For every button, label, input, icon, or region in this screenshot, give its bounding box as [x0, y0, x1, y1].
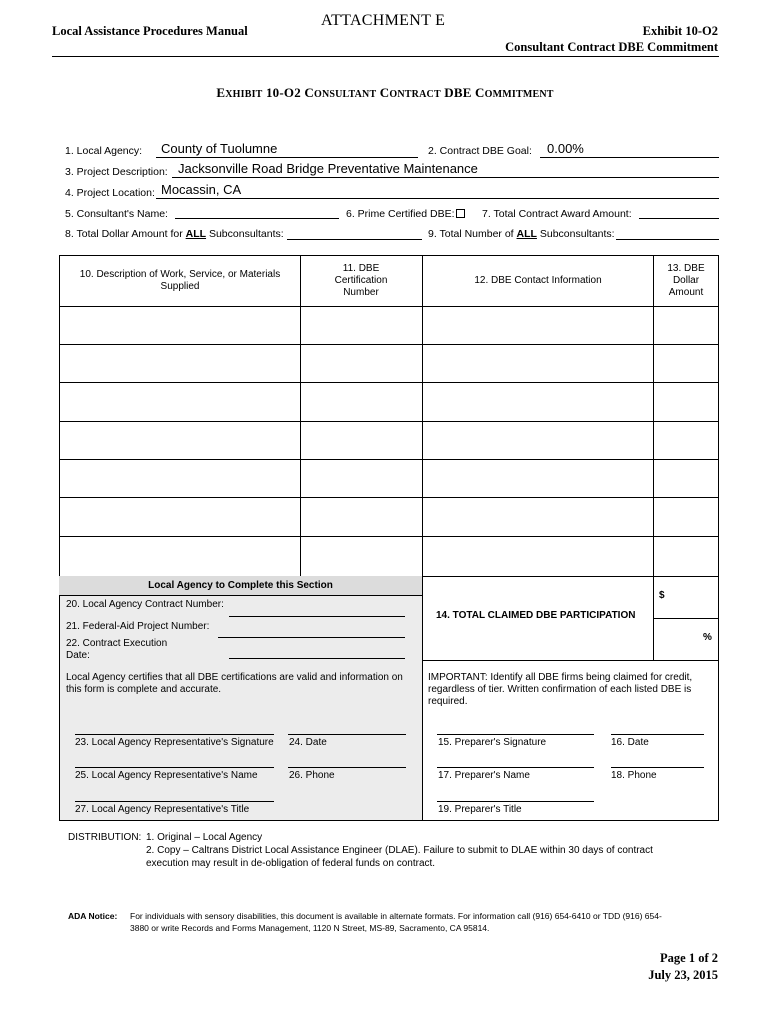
project-description-label: 3. Project Description:	[65, 166, 168, 178]
agency-signature-label: 23. Local Agency Representative's Signature	[75, 737, 274, 748]
preparer-name-line[interactable]	[437, 767, 594, 768]
agency-title-line[interactable]	[75, 801, 274, 802]
table-row	[59, 421, 719, 422]
table-row	[59, 382, 719, 383]
federal-aid-number-field-line[interactable]	[218, 637, 405, 638]
ada-notice-line-2: 3880 or write Records and Forms Management, 1120 N Street, MS-89, Sacramento, CA 95814.	[130, 923, 490, 933]
local-agency-section-header: Local Agency to Complete this Section	[59, 576, 422, 596]
contract-goal-label: 2. Contract DBE Goal:	[428, 145, 532, 157]
preparer-date-label: 16. Date	[611, 737, 649, 748]
important-notice-text: IMPORTANT: Identify all DBE firms being claimed for credit, regardless of tier. Written confirmation of each listed DBE is required.	[428, 672, 693, 707]
consultant-name-field-line[interactable]	[175, 218, 339, 219]
total-dollar-sign: $	[659, 590, 665, 601]
page-title: EXHIBIT 10-O2 CONSULTANT CONTRACT DBE COMMITMENT	[216, 85, 554, 100]
exhibit-number: Exhibit 10-O2	[642, 24, 718, 38]
prime-certified-checkbox[interactable]	[456, 209, 465, 218]
col-header-description: 10. Description of Work, Service, or Materials Supplied	[79, 269, 281, 292]
exhibit-name: Consultant Contract DBE Commitment	[505, 40, 718, 54]
header-rule	[52, 56, 719, 57]
local-agency-value[interactable]: County of Tuolumne	[161, 141, 278, 156]
total-dollar-label: 8. Total Dollar Amount for ALL Subconsultants:	[65, 228, 284, 240]
project-location-label: 4. Project Location:	[65, 187, 155, 199]
total-divider	[422, 660, 719, 661]
preparer-title-label: 19. Preparer's Title	[438, 804, 522, 815]
preparer-date-line[interactable]	[611, 734, 704, 735]
contract-goal-field-line	[540, 157, 719, 158]
total-percent-sign: %	[703, 632, 712, 643]
table-row	[59, 536, 719, 537]
ada-notice-line-1: For individuals with sensory disabilities, this document is available in alternate formats. For information call (916) 654-6410 or TDD (916) 654-	[130, 911, 662, 921]
local-agency-label: 1. Local Agency:	[65, 145, 143, 157]
prime-certified-label: 6. Prime Certified DBE:	[346, 208, 455, 220]
table-col-divider	[653, 255, 654, 576]
contract-goal-value[interactable]: 0.00%	[547, 141, 584, 156]
revision-date: July 23, 2015	[648, 968, 718, 982]
consultant-name-label: 5. Consultant's Name:	[65, 208, 168, 220]
local-agency-certification-text: Local Agency certifies that all DBE certifications are valid and information on this form is complete and accurate.	[66, 672, 403, 695]
distribution-line-2: 2. Copy – Caltrans District Local Assistance Engineer (DLAE). Failure to submit to DLAE within 30 days of contract	[146, 845, 653, 856]
col-header-certification: 11. DBE Certification Number	[334, 263, 388, 298]
total-divider	[653, 618, 719, 619]
table-row	[59, 459, 719, 460]
preparer-phone-line[interactable]	[611, 767, 704, 768]
agency-phone-line[interactable]	[288, 767, 406, 768]
total-award-label: 7. Total Contract Award Amount:	[482, 208, 632, 220]
total-dollar-field-line[interactable]	[287, 239, 422, 240]
federal-aid-number-label: 21. Federal-Aid Project Number:	[66, 621, 210, 632]
project-description-value[interactable]: Jacksonville Road Bridge Preventative Maintenance	[178, 161, 478, 176]
manual-title: Local Assistance Procedures Manual	[52, 24, 248, 38]
table-row	[59, 306, 719, 307]
project-location-value[interactable]: Mocassin, CA	[161, 182, 242, 197]
ada-notice-label: ADA Notice:	[68, 911, 118, 921]
contract-number-field-line[interactable]	[229, 616, 405, 617]
project-location-field-line	[156, 198, 719, 199]
total-number-field-line[interactable]	[616, 239, 719, 240]
col-header-dollar-amount: 13. DBE Dollar Amount	[667, 263, 705, 298]
total-number-label: 9. Total Number of ALL Subconsultants:	[428, 228, 615, 240]
agency-phone-label: 26. Phone	[289, 770, 335, 781]
distribution-line-1: 1. Original – Local Agency	[146, 832, 263, 843]
preparer-title-line[interactable]	[437, 801, 594, 802]
project-description-field-line	[172, 177, 719, 178]
local-agency-field-line	[156, 157, 418, 158]
col-header-contact: 12. DBE Contact Information	[474, 275, 602, 286]
total-award-field-line[interactable]	[639, 218, 719, 219]
table-col-divider	[422, 255, 423, 821]
contract-number-label: 20. Local Agency Contract Number:	[66, 599, 224, 610]
distribution-line-3: execution may result in de-obligation of federal funds on contract.	[146, 858, 436, 869]
distribution-label: DISTRIBUTION:	[68, 832, 142, 843]
agency-name-label: 25. Local Agency Representative's Name	[75, 770, 258, 781]
execution-date-field-line[interactable]	[229, 658, 405, 659]
preparer-signature-label: 15. Preparer's Signature	[438, 737, 547, 748]
agency-name-line[interactable]	[75, 767, 274, 768]
preparer-phone-label: 18. Phone	[611, 770, 657, 781]
preparer-signature-line[interactable]	[437, 734, 594, 735]
preparer-name-label: 17. Preparer's Name	[438, 770, 530, 781]
agency-title-label: 27. Local Agency Representative's Title	[75, 804, 250, 815]
table-row	[59, 344, 719, 345]
table-col-divider	[300, 255, 301, 576]
agency-date-line[interactable]	[288, 734, 406, 735]
attachment-label: ATTACHMENT E	[321, 12, 446, 29]
table-row	[59, 497, 719, 498]
page-number: Page 1 of 2	[660, 951, 718, 965]
total-claimed-participation-label: 14. TOTAL CLAIMED DBE PARTICIPATION	[436, 610, 636, 621]
agency-date-label: 24. Date	[289, 737, 327, 748]
execution-date-label: 22. Contract Execution Date:	[66, 638, 168, 660]
agency-signature-line[interactable]	[75, 734, 274, 735]
